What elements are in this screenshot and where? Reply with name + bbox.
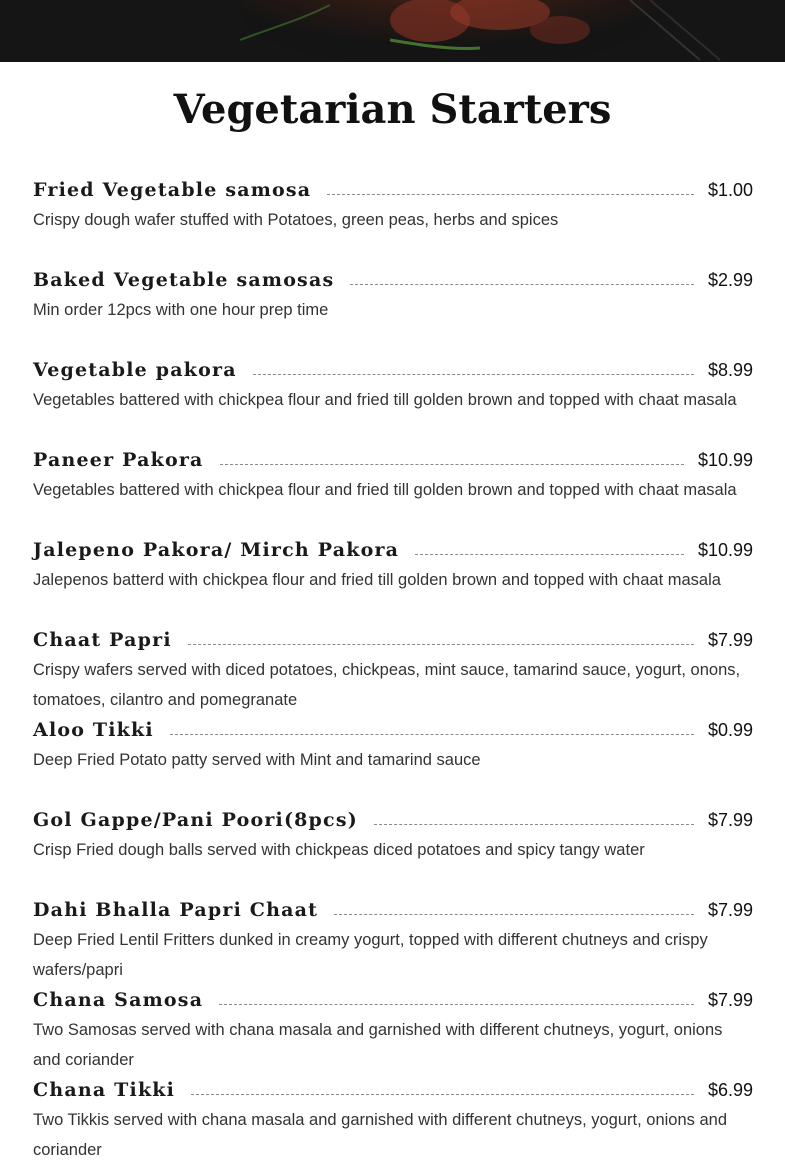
- dotted-leader: [219, 1003, 694, 1005]
- hero-banner-image: [0, 0, 785, 62]
- item-description: Deep Fried Lentil Fritters dunked in creamy yogurt, topped with different chutneys and crispy wafers/papri: [33, 931, 708, 979]
- menu-item: [33, 715, 753, 805]
- menu-item: [33, 1075, 753, 1165]
- menu-item: [33, 985, 753, 1075]
- dotted-leader: [220, 463, 684, 465]
- menu-item: [33, 805, 753, 895]
- dotted-leader: [415, 553, 684, 555]
- item-description: Two Samosas served with chana masala and garnished with different chutneys, yogurt, onions and coriander: [33, 1021, 723, 1069]
- dotted-leader: [170, 733, 694, 735]
- menu-item: [33, 625, 753, 715]
- dotted-leader: [327, 193, 694, 195]
- item-name: Gol Gappe/Pani Poori(8pcs): [33, 809, 358, 831]
- item-name: Paneer Pakora: [33, 449, 204, 471]
- item-description: Deep Fried Potato patty served with Mint and tamarind sauce: [33, 751, 481, 769]
- dotted-leader: [253, 373, 694, 375]
- item-name: Dahi Bhalla Papri Chaat: [33, 899, 319, 921]
- item-price: $7.99: [707, 810, 753, 830]
- item-price: $7.99: [707, 630, 753, 650]
- item-name: Chana Samosa: [33, 989, 204, 1011]
- item-name: Baked Vegetable samosas: [33, 269, 335, 291]
- dotted-leader: [374, 823, 694, 825]
- item-name: Jalepeno Pakora/ Mirch Pakora: [33, 539, 400, 561]
- menu-item: [33, 355, 753, 445]
- menu-item: [33, 895, 753, 985]
- item-price: $2.99: [707, 270, 753, 290]
- item-price: $10.99: [697, 450, 753, 470]
- item-description: Jalepenos batterd with chickpea flour and fried till golden brown and topped with chaat masala: [33, 571, 721, 589]
- dotted-leader: [191, 1093, 694, 1095]
- item-price: $8.99: [707, 360, 753, 380]
- item-price: $0.99: [707, 720, 753, 740]
- item-name: Chaat Papri: [33, 629, 172, 651]
- dotted-leader: [188, 643, 694, 645]
- item-price: $1.00: [707, 180, 753, 200]
- item-description: Crispy wafers served with diced potatoes, chickpeas, mint sauce, tamarind sauce, yogurt, onons, tomatoes, cilantro and pomegranate: [33, 661, 741, 709]
- dotted-leader: [334, 913, 694, 915]
- item-description: Crispy dough wafer stuffed with Potatoes, green peas, herbs and spices: [33, 211, 559, 229]
- section-title: Vegetarian Starters: [173, 86, 612, 133]
- menu-list: [33, 175, 753, 1165]
- food-photo-icon: [0, 0, 785, 62]
- item-price: $10.99: [697, 540, 753, 560]
- item-description: Min order 12pcs with one hour prep time: [33, 301, 329, 319]
- item-name: Chana Tikki: [33, 1079, 176, 1101]
- item-description: Two Tikkis served with chana masala and garnished with different chutneys, yogurt, onions and coriander: [33, 1111, 727, 1159]
- item-name: Fried Vegetable samosa: [33, 179, 312, 201]
- menu-item: [33, 175, 753, 265]
- item-description: Crisp Fried dough balls served with chickpeas diced potatoes and spicy tangy water: [33, 841, 645, 859]
- dotted-leader: [350, 283, 694, 285]
- item-price: $7.99: [707, 990, 753, 1010]
- item-price: $7.99: [707, 900, 753, 920]
- menu-item: [33, 265, 753, 355]
- item-description: Vegetables battered with chickpea flour and fried till golden brown and topped with chaat masala: [33, 481, 737, 499]
- menu-item: [33, 535, 753, 625]
- menu-item: [33, 445, 753, 535]
- item-price: $6.99: [707, 1080, 753, 1100]
- item-name: Vegetable pakora: [33, 359, 237, 381]
- item-name: Aloo Tikki: [33, 719, 154, 741]
- item-description: Vegetables battered with chickpea flour and fried till golden brown and topped with chaat masala: [33, 391, 737, 409]
